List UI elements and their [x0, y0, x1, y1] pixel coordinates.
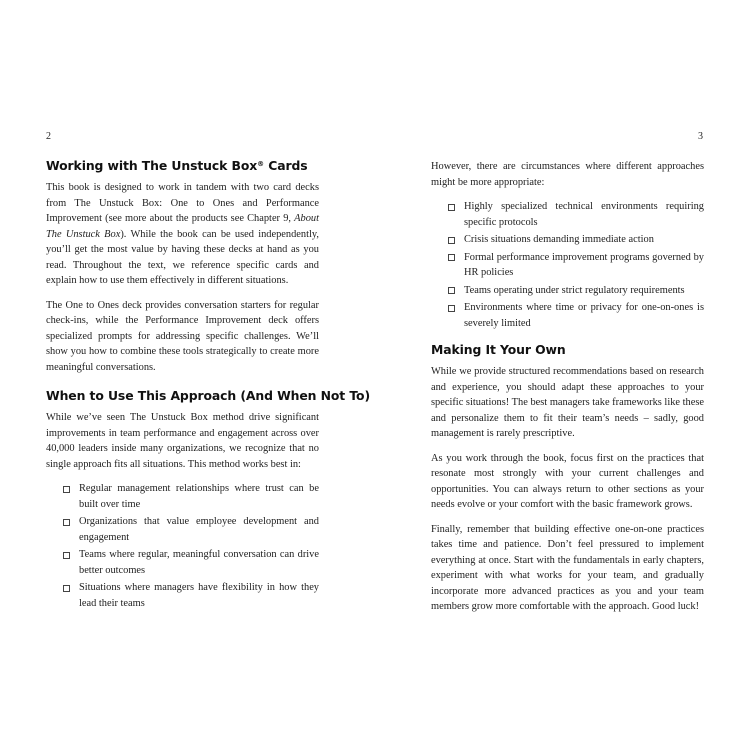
checkbox-bullet-icon	[448, 237, 455, 244]
list-item	[431, 250, 704, 281]
list-item-text: Regular management relationships where trust can be built over time	[79, 483, 319, 510]
list-item-text: Organizations that value employee development and engagement	[79, 516, 319, 543]
heading-suffix: Cards	[264, 158, 308, 173]
page-number-right: 3	[698, 131, 703, 142]
paragraph-method: While we’ve seen The Unstuck Box method drive significant improvements in team performance and engagement across over 40,000 leaders inside many organizations, we recognize that no single approach fits all situations. This method works best in:	[46, 412, 319, 470]
paragraph-intro-end: ). While the book can be used independently, you’ll get the most value by having these decks at hand as you read. Throughout the text, we reference specific cards and explain how to use them effectively in different situations.	[46, 228, 319, 286]
paragraph-circumstances: However, there are circumstances where different approaches might be more appropriate:	[431, 161, 704, 188]
left-page-content	[46, 156, 371, 622]
list-item-text: Environments where time or privacy for one-on-ones is severely limited	[464, 302, 704, 329]
list-item	[431, 199, 704, 230]
section-heading-working-with-cards	[46, 156, 319, 174]
registered-mark: ®	[257, 160, 265, 168]
checkbox-bullet-icon	[448, 254, 455, 261]
list-item	[46, 481, 319, 512]
list-item-text: Situations where managers have flexibility in how they lead their teams	[79, 582, 319, 609]
checkbox-bullet-icon	[63, 585, 70, 592]
paragraph-adapt: While we provide structured recommendations based on research and experience, you should adapt these approaches to your specific situations! The best managers take frameworks like these and personalize them to fit their team’s needs – sadly, good management is rarely prescriptive.	[431, 366, 704, 439]
checkbox-bullet-icon	[448, 287, 455, 294]
list-item	[46, 580, 319, 611]
bullet-list-other-approaches	[431, 199, 704, 331]
section-heading-when-to-use: When to Use This Approach (And When Not To)	[46, 388, 371, 403]
list-item-text: Crisis situations demanding immediate action	[464, 234, 654, 245]
bullet-list-works-best	[46, 481, 319, 611]
checkbox-bullet-icon	[63, 486, 70, 493]
list-item	[46, 514, 319, 545]
right-page-content	[431, 159, 704, 624]
paragraph-patience: Finally, remember that building effective one-on-one practices takes time and patience. Don’t feel pressured to implement everything at once. Start with the fundamentals in early chapters, experiment with what works for your team, and gradually incorporate more advanced practices as you and your team members grow more comfortable with the approach. Good luck!	[431, 523, 704, 612]
checkbox-bullet-icon	[448, 305, 455, 312]
paragraph-decks: The One to Ones deck provides conversation starters for regular check-ins, while the Performance Improvement deck offers specialized prompts for addressing specific challenges. We’ll show you how to combine these tools strategically to create more meaningful conversations.	[46, 299, 319, 373]
right-page	[375, 0, 750, 750]
paragraph-intro-start: This book is designed to work in tandem with two card decks from The Unstuck Box: One to Ones and Performance Improvement (see more about the products see Chapter 9,	[46, 182, 319, 224]
checkbox-bullet-icon	[448, 204, 455, 211]
checkbox-bullet-icon	[63, 519, 70, 526]
list-item	[431, 300, 704, 331]
chapter-title-italic: About The Unstuck Box	[46, 213, 319, 240]
page-number-left: 2	[46, 131, 51, 142]
list-item-text: Teams where regular, meaningful conversation can drive better outcomes	[79, 549, 319, 576]
list-item	[431, 232, 704, 248]
list-item	[46, 547, 319, 578]
list-item-text: Highly specialized technical environments requiring specific protocols	[464, 201, 704, 228]
checkbox-bullet-icon	[63, 552, 70, 559]
list-item-text: Formal performance improvement programs governed by HR policies	[464, 251, 704, 278]
heading-text: Working with The Unstuck Box	[46, 158, 258, 173]
list-item-text: Teams operating under strict regulatory requirements	[464, 284, 685, 296]
paragraph-focus: As you work through the book, focus first on the practices that resonate most strongly with your current challenges and opportunities. You can always return to other sections as your needs evolve or your comfort with the basic framework grows.	[431, 452, 704, 510]
list-item	[431, 283, 704, 299]
section-heading-making-it-your-own: Making It Your Own	[431, 342, 566, 357]
paragraph-intro	[46, 180, 319, 289]
